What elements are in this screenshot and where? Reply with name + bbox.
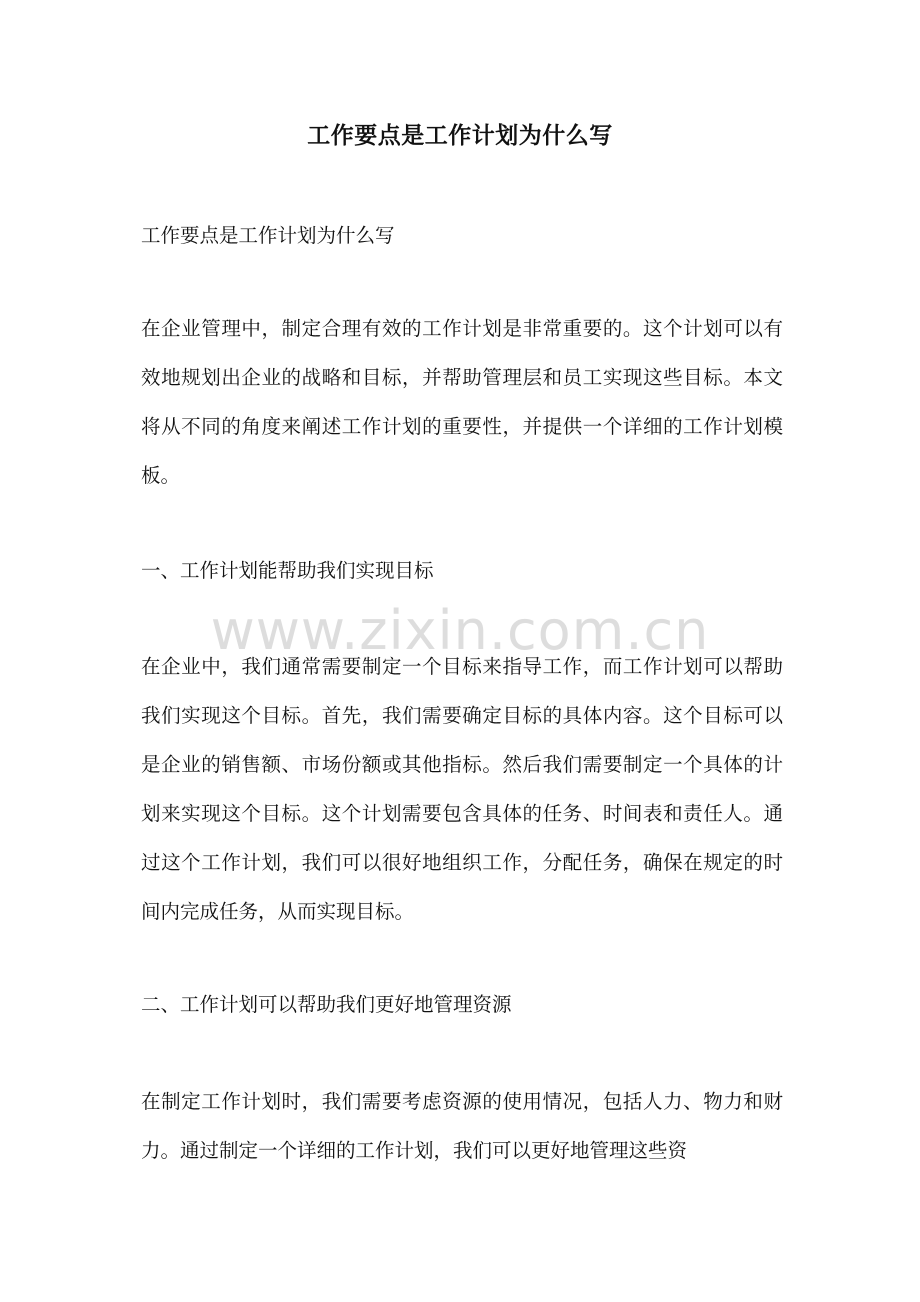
section-heading-2: 二、工作计划可以帮助我们更好地管理资源: [141, 993, 512, 1016]
document-subtitle: 工作要点是工作计划为什么写: [141, 224, 395, 247]
section-heading-1: 一、工作计划能帮助我们实现目标: [141, 559, 434, 582]
watermark: www.zixin.com.cn: [210, 599, 710, 662]
paragraph-section-1: 在企业中，我们通常需要制定一个目标来指导工作，而工作计划可以帮助我们实现这个目标。首先，我们需要确定目标的具体内容。这个目标可以是企业的销售额、市场份额或其他指标。然后我们需要制定一个具体的计划来实现这个目标。这个计划需要包含具体的任务、时间表和责任人。通过这个工作计划，我们可以很好地组织工作，分配任务，确保在规定的时间内完成任务，从而实现目标。: [141, 655, 783, 923]
paragraph-section-2: 在制定工作计划时，我们需要考虑资源的使用情况，包括人力、物力和财力。通过制定一个详细的工作计划，我们可以更好地管理这些资: [141, 1090, 783, 1162]
document-title: 工作要点是工作计划为什么写: [307, 122, 613, 149]
paragraph-intro: 在企业管理中，制定合理有效的工作计划是非常重要的。这个计划可以有效地规划出企业的战略和目标，并帮助管理层和员工实现这些目标。本文将从不同的角度来阐述工作计划的重要性，并提供一个详细的工作计划模板。: [141, 317, 783, 487]
